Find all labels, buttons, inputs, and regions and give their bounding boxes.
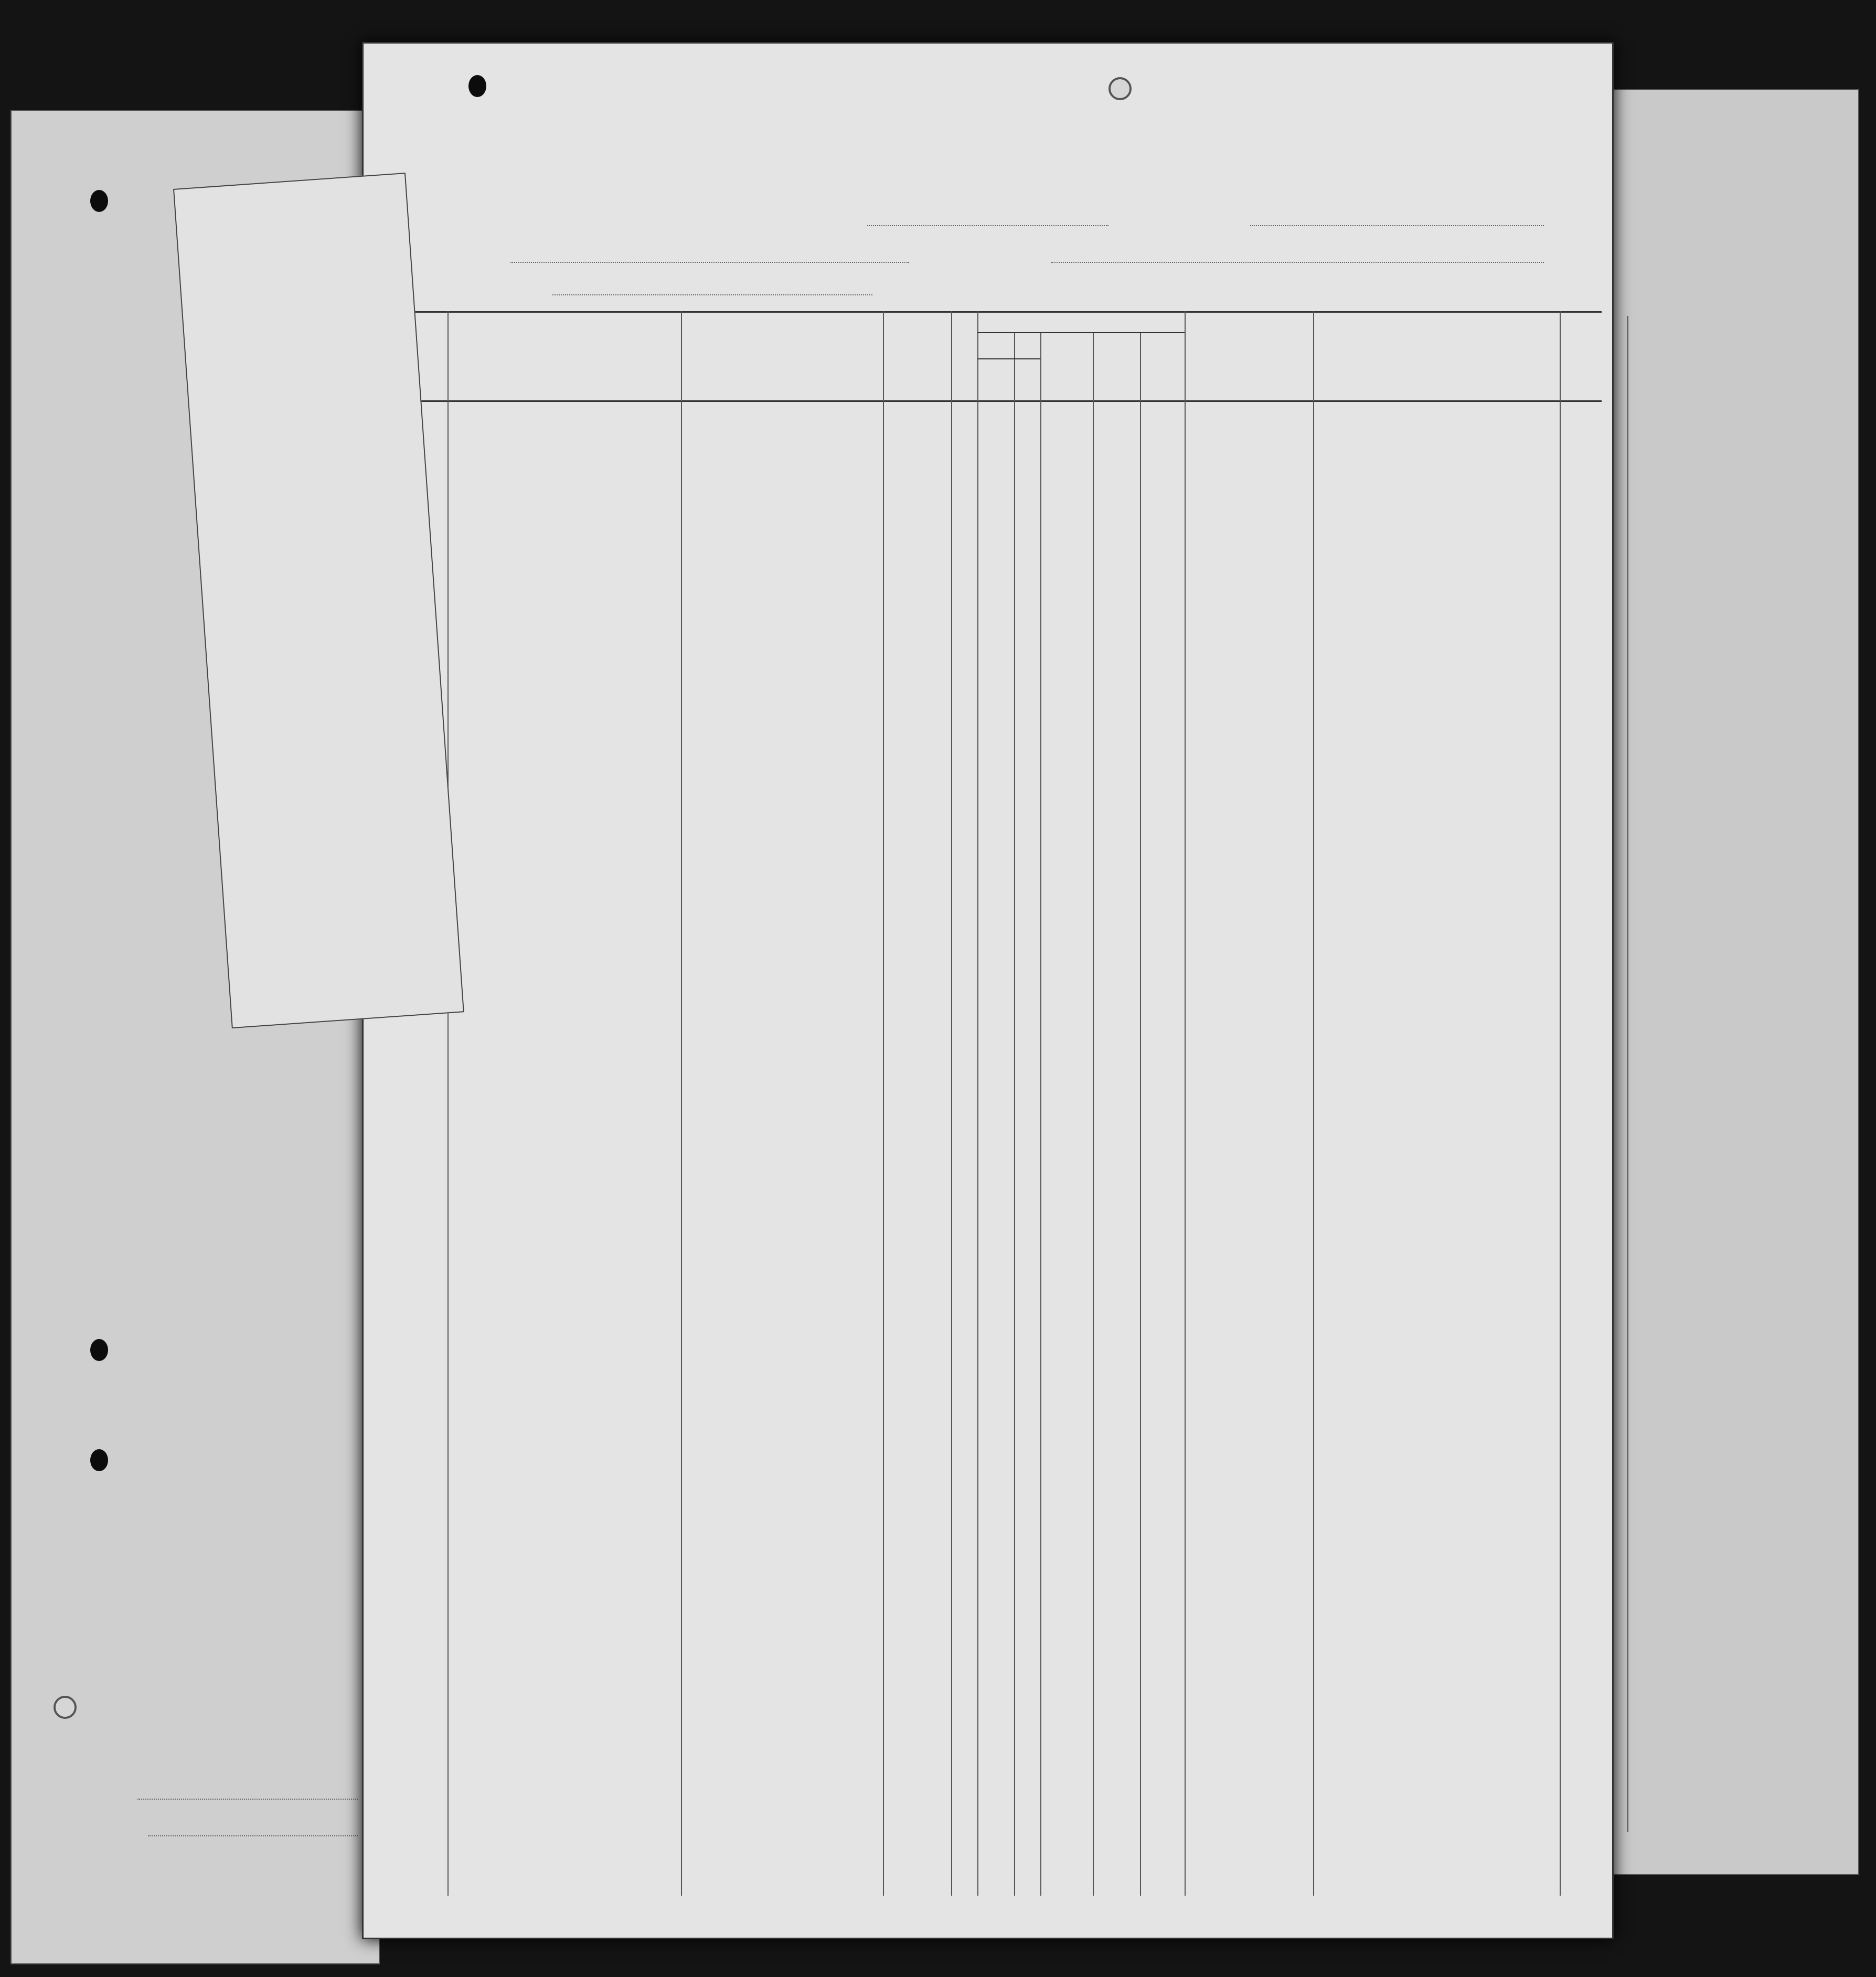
ring-hole <box>54 1696 77 1719</box>
crew-list-page <box>362 42 1614 1939</box>
punch-hole <box>90 190 108 212</box>
punch-hole <box>468 75 486 97</box>
ring-hole <box>1108 77 1132 100</box>
punch-hole <box>90 1339 108 1361</box>
punch-hole <box>90 1449 108 1471</box>
